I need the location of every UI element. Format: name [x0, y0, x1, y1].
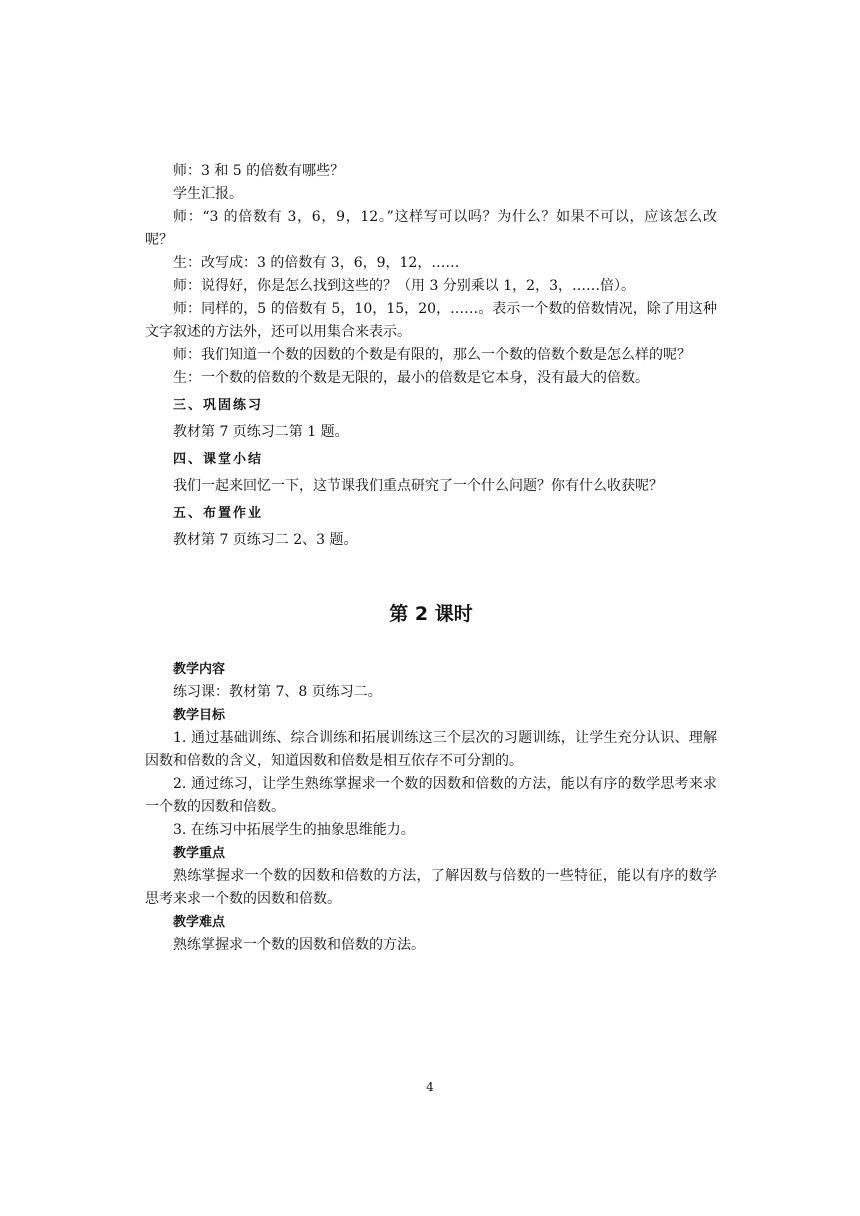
dialogue-line: 师：“3 的倍数有 3，6，9，12。”这样写可以吗？为什么？如果不可以，应该怎么改呢？	[145, 209, 717, 248]
content-heading: 教学内容	[173, 662, 226, 677]
dialogue-line: 生：改写成：3 的倍数有 3，6，9，12，……	[173, 255, 460, 271]
goal-item: 2. 通过练习，让学生熟练掌握求一个数的因数和倍数的方法，能以有序的数学思考来求一个数的因数和倍数。	[145, 776, 717, 815]
section-heading: 四、课堂小结	[173, 452, 264, 467]
difficulty-text: 熟练掌握求一个数的因数和倍数的方法。	[173, 937, 425, 953]
section-text: 教材第 7 页练习二 2、3 题。	[173, 532, 358, 548]
dialogue-line: 学生汇报。	[173, 186, 243, 202]
difficulty-heading: 教学难点	[173, 915, 226, 930]
section-heading: 三、巩固练习	[173, 398, 264, 413]
key-text: 熟练掌握求一个数的因数和倍数的方法，了解因数与倍数的一些特征，能以有序的数学思考来求一个数的因数和倍数。	[145, 868, 717, 907]
section-text: 教材第 7 页练习二第 1 题。	[173, 424, 349, 440]
goal-item: 1. 通过基础训练、综合训练和拓展训练这三个层次的习题训练，让学生充分认识、理解因数和倍数的含义，知道因数和倍数是相互依存不可分割的。	[145, 730, 717, 769]
document-body	[145, 160, 717, 957]
section-text: 我们一起来回忆一下，这节课我们重点研究了一个什么问题？你有什么收获呢？	[173, 478, 663, 494]
lesson-title: 第 2 课时	[389, 603, 473, 625]
page-number: 4	[426, 1080, 434, 1094]
goals-heading: 教学目标	[173, 708, 226, 723]
section-heading: 五、布置作业	[173, 506, 264, 521]
dialogue-line: 师：同样的，5 的倍数有 5，10，15，20，……。表示一个数的倍数情况，除了用这种文字叙述的方法外，还可以用集合来表示。	[145, 301, 717, 340]
dialogue-line: 师：说得好，你是怎么找到这些的？（用 3 分别乘以 1，2，3，……倍）。	[173, 278, 635, 294]
dialogue-line: 生：一个数的倍数的个数是无限的，最小的倍数是它本身，没有最大的倍数。	[173, 370, 649, 386]
content-text: 练习课：教材第 7、8 页练习二。	[173, 684, 382, 700]
goal-item: 3. 在练习中拓展学生的抽象思维能力。	[173, 822, 415, 838]
dialogue-line: 师：3 和 5 的倍数有哪些？	[173, 163, 345, 179]
key-heading: 教学重点	[173, 846, 226, 861]
dialogue-line: 师：我们知道一个数的因数的个数是有限的，那么一个数的倍数个数是怎么样的呢？	[173, 347, 691, 363]
